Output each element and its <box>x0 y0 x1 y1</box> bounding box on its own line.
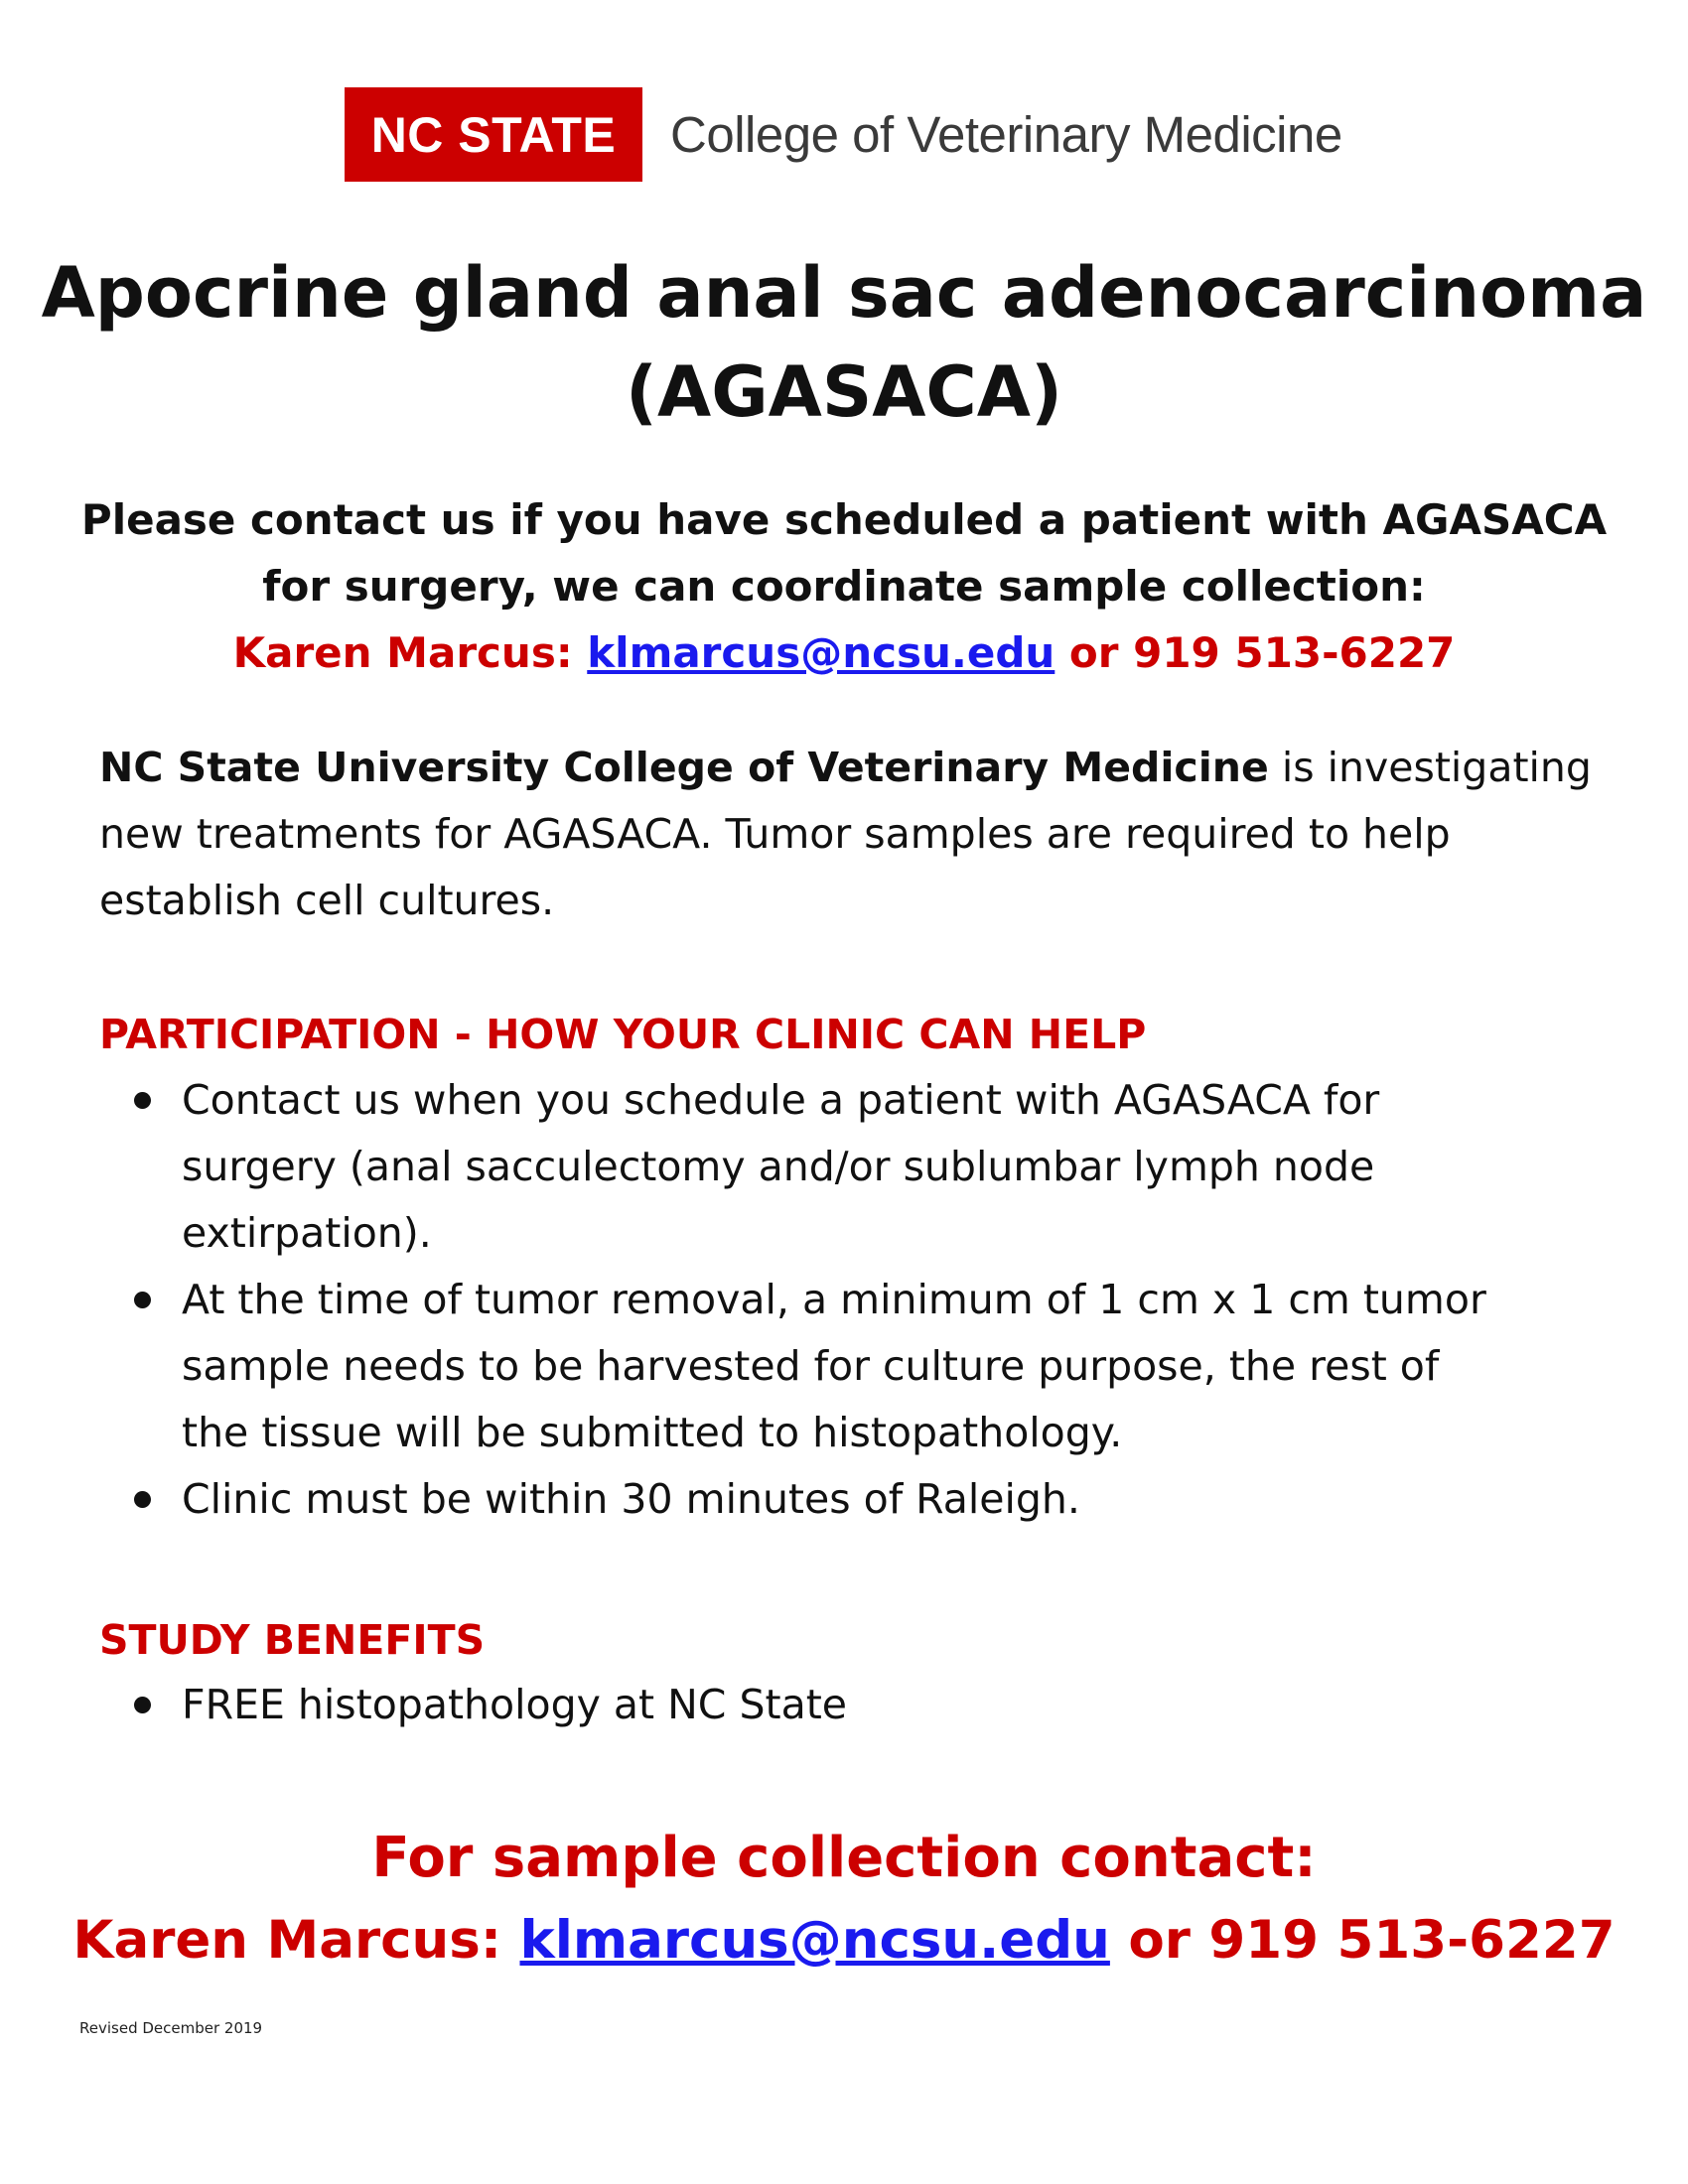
footer-contact <box>0 1901 1688 1980</box>
header <box>345 87 1342 182</box>
list-item-line: FREE histopathology at NC State <box>182 1681 847 1728</box>
list-item-line: At the time of tumor removal, a minimum of 1 cm x 1 cm tumor <box>182 1276 1486 1323</box>
benefits-list <box>134 1672 1623 1738</box>
participation-list <box>134 1067 1623 1533</box>
intro-contact-name: Karen Marcus: <box>232 628 588 677</box>
college-name: College of Veterinary Medicine <box>670 106 1342 163</box>
intro-line-1: Please contact us if you have scheduled a patient with AGASACA <box>80 495 1608 544</box>
footer-heading: For sample collection contact: <box>371 1826 1317 1890</box>
page-title <box>0 243 1688 442</box>
list-item <box>134 1067 1623 1267</box>
intro-block <box>0 486 1688 686</box>
list-item <box>134 1267 1623 1466</box>
footer-contact-phone: or 919 513-6227 <box>1109 1910 1616 1971</box>
title-line-2: (AGASACA) <box>626 351 1062 433</box>
revised-date: Revised December 2019 <box>79 2019 263 2037</box>
footer-email-link[interactable]: klmarcus@ncsu.edu <box>519 1910 1110 1971</box>
bullet-icon <box>134 1491 151 1508</box>
description-line-2: new treatments for AGASACA. Tumor samples are required to help <box>99 810 1451 858</box>
list-item-line: extirpation). <box>182 1209 432 1257</box>
participation-heading: PARTICIPATION - HOW YOUR CLINIC CAN HELP <box>99 1011 1147 1058</box>
bullet-icon <box>134 1697 151 1713</box>
bullet-icon <box>134 1092 151 1109</box>
list-item-line: the tissue will be submitted to histopathology. <box>182 1409 1123 1456</box>
logo-text: NC STATE <box>370 106 617 163</box>
benefits-heading: STUDY BENEFITS <box>99 1616 486 1664</box>
intro-email-link[interactable]: klmarcus@ncsu.edu <box>587 628 1055 677</box>
intro-contact <box>0 619 1688 686</box>
title-line-1: Apocrine gland anal sac adenocarcinoma <box>41 252 1647 334</box>
footer-contact-name: Karen Marcus: <box>72 1910 520 1971</box>
nc-state-logo <box>345 87 642 182</box>
description-text-1: is investigating <box>1268 744 1592 791</box>
list-item-line: Contact us when you schedule a patient with AGASACA for <box>182 1076 1380 1124</box>
bullet-icon <box>134 1292 151 1308</box>
description-paragraph <box>99 735 1618 934</box>
list-item <box>134 1672 1623 1738</box>
list-item-line: sample needs to be harvested for culture purpose, the rest of <box>182 1342 1440 1390</box>
intro-line-2: for surgery, we can coordinate sample collection: <box>262 562 1426 611</box>
intro-contact-phone: or 919 513-6227 <box>1055 628 1456 677</box>
org-name: NC State University College of Veterinary Medicine <box>99 744 1269 791</box>
description-line-3: establish cell cultures. <box>99 877 555 924</box>
list-item <box>134 1466 1623 1533</box>
list-item-line: Clinic must be within 30 minutes of Raleigh. <box>182 1475 1080 1523</box>
description-line-1 <box>99 735 1618 801</box>
list-item-line: surgery (anal sacculectomy and/or sublumbar lymph node <box>182 1143 1375 1190</box>
